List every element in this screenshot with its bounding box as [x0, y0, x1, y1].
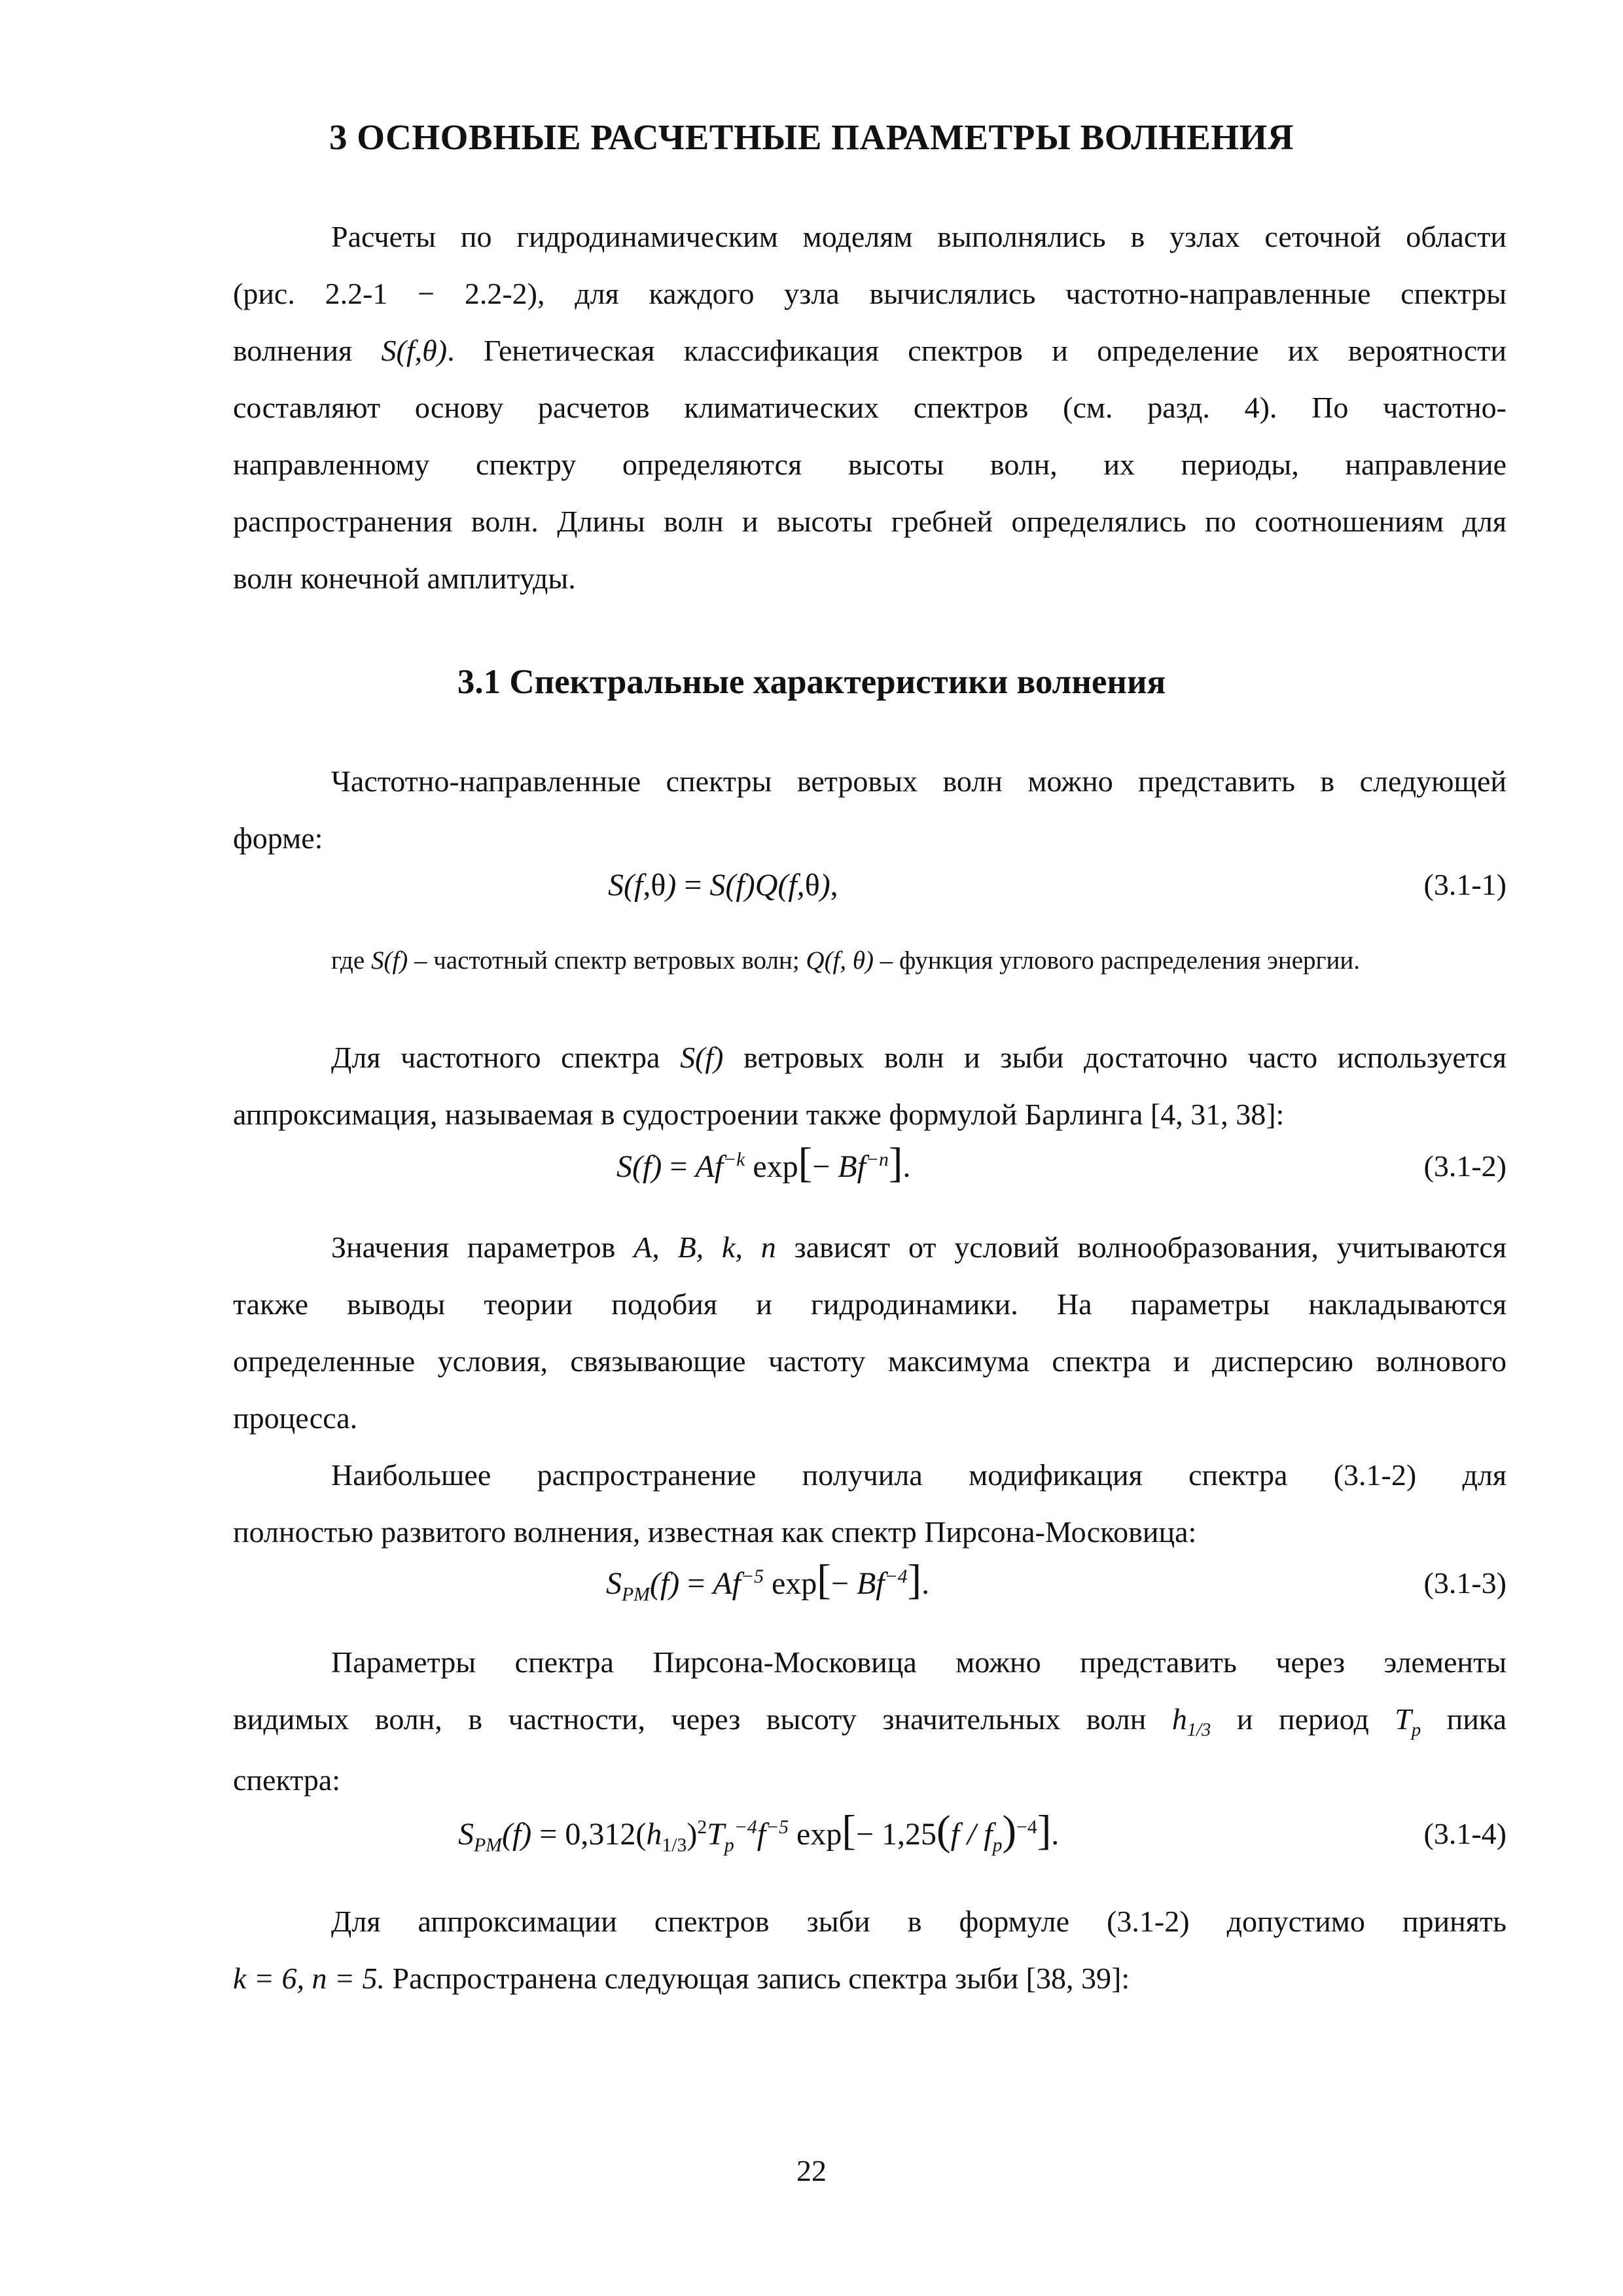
formula-3-1-2	[233, 1139, 1507, 1201]
paragraph-1-line-4: составляют основу расчетов климатических спектров (см. разд. 4). По частотно-	[233, 391, 1507, 424]
h13-symbol: $h_{1/3}$	[1171, 1702, 1211, 1741]
formula-explanation	[331, 941, 1507, 980]
text: волнения	[233, 334, 382, 367]
symbol: Q(f, θ)	[806, 946, 874, 975]
formula-number: (3.1-3)	[1423, 1566, 1507, 1600]
paragraph-6-line-2	[233, 1691, 1507, 1748]
formula-expression: $S(f) = Af^{-k}$ $\exp[- Bf^{-n}]$.	[616, 1139, 911, 1187]
coefficient: 1,25	[882, 1817, 937, 1852]
symbol: S(f)	[680, 1041, 724, 1074]
tp-symbol: $T_p$	[1395, 1702, 1421, 1741]
paragraph-1-line-7: волн конечной амплитуды.	[233, 562, 576, 595]
text: Распространена следующая запись спектра зыби [38, 39]:	[385, 1962, 1130, 1995]
paragraph-3-line-2: аппроксимация, называемая в судостроении также формулой Барлинга [4, 31, 38]:	[233, 1098, 1285, 1131]
formula-expression: $S_{PM}(f) = 0,312(h_{1/3})^2T_p^{-4}f^{-5}$ $\exp[- 1,25(f / f_p)^{-4}]$.	[458, 1807, 1060, 1856]
symbol: S(f)	[370, 946, 408, 975]
paragraph-1-line-3	[233, 322, 1507, 379]
formula-expression: S(f,θ) = S(f)Q(f,θ),	[608, 868, 838, 903]
paragraph-6-line-1: Параметры спектра Пирсона-Московица можно представить через элементы	[331, 1645, 1507, 1679]
paragraph-5-line-2: полностью развитого волнения, известная как спектр Пирсона-Московица:	[233, 1515, 1197, 1549]
text: Для частотного спектра	[331, 1041, 681, 1074]
paragraph-4-line-2: также выводы теории подобия и гидродинамики. На параметры накладываются	[233, 1287, 1507, 1321]
formula-number: (3.1-4)	[1423, 1817, 1507, 1850]
paragraph-2-line-1: Частотно-направленные спектры ветровых волн можно представить в следующей	[331, 764, 1507, 798]
paragraph-4-line-4: процесса.	[233, 1401, 358, 1435]
parameter-values: k = 6, n = 5.	[233, 1962, 385, 1995]
paragraph-7-line-2	[233, 1950, 1507, 2007]
text: где	[331, 946, 371, 975]
section-heading: 3.1 Спектральные характеристики волнения	[457, 663, 1166, 701]
formula-expression: $S_{PM}(f) = Af^{-5}$ $\exp[- Bf^{-4}]$.	[606, 1556, 930, 1605]
paragraph-5-line-1: Наибольшее распространение получила модификация спектра (3.1-2) для	[331, 1458, 1507, 1492]
formula-number: (3.1-1)	[1423, 868, 1507, 901]
text: видимых волн, в частности, через высоту значительных волн	[233, 1702, 1172, 1736]
text: . Генетическая классификация спектров и определение их вероятности	[447, 334, 1507, 367]
paragraph-7-line-1: Для аппроксимации спектров зыби в формуле (3.1-2) допустимо принять	[331, 1905, 1507, 1938]
text: ветровых волн и зыби достаточно часто используется	[723, 1041, 1507, 1074]
formula-3-1-3	[233, 1556, 1507, 1618]
coefficient: 0,312	[565, 1817, 636, 1852]
paragraph-6-line-3: спектра:	[233, 1763, 341, 1797]
spectrum-symbol: S(f,θ)	[381, 334, 448, 367]
text: – частотный спектр ветровых волн;	[408, 946, 806, 975]
chapter-heading: 3 ОСНОВНЫЕ РАСЧЕТНЫЕ ПАРАМЕТРЫ ВОЛНЕНИЯ	[329, 117, 1294, 157]
text: Значения параметров	[331, 1230, 634, 1264]
paragraph-4-line-1	[233, 1219, 1507, 1276]
parameters: A, B, k, n	[633, 1230, 776, 1264]
formula-3-1-4	[233, 1807, 1507, 1869]
paragraph-1-line-1: Расчеты по гидродинамическим моделям выполнялись в узлах сеточной области	[331, 220, 1507, 253]
paragraph-3-line-1	[233, 1029, 1507, 1086]
paragraph-1-line-2: (рис. 2.2-1 − 2.2-2), для каждого узла вычислялись частотно-направленные спектры	[233, 277, 1507, 310]
paragraph-2-line-2: форме:	[233, 821, 323, 855]
paragraph-4-line-3: определенные условия, связывающие частоту максимума спектра и дисперсию волнового	[233, 1344, 1507, 1378]
formula-3-1-1	[233, 867, 1507, 920]
text: – функция углового распределения энергии.	[874, 946, 1361, 975]
page-number: 22	[796, 2154, 827, 2187]
paragraph-1-line-6: распространения волн. Длины волн и высоты гребней определялись по соотношениям для	[233, 505, 1507, 538]
text: пика	[1421, 1702, 1507, 1736]
paragraph-1-line-5: направленному спектру определяются высоты волн, их периоды, направление	[233, 448, 1507, 481]
text: зависят от условий волнообразования, учитываются	[776, 1230, 1507, 1264]
text: и период	[1211, 1702, 1395, 1736]
formula-number: (3.1-2)	[1423, 1149, 1507, 1183]
